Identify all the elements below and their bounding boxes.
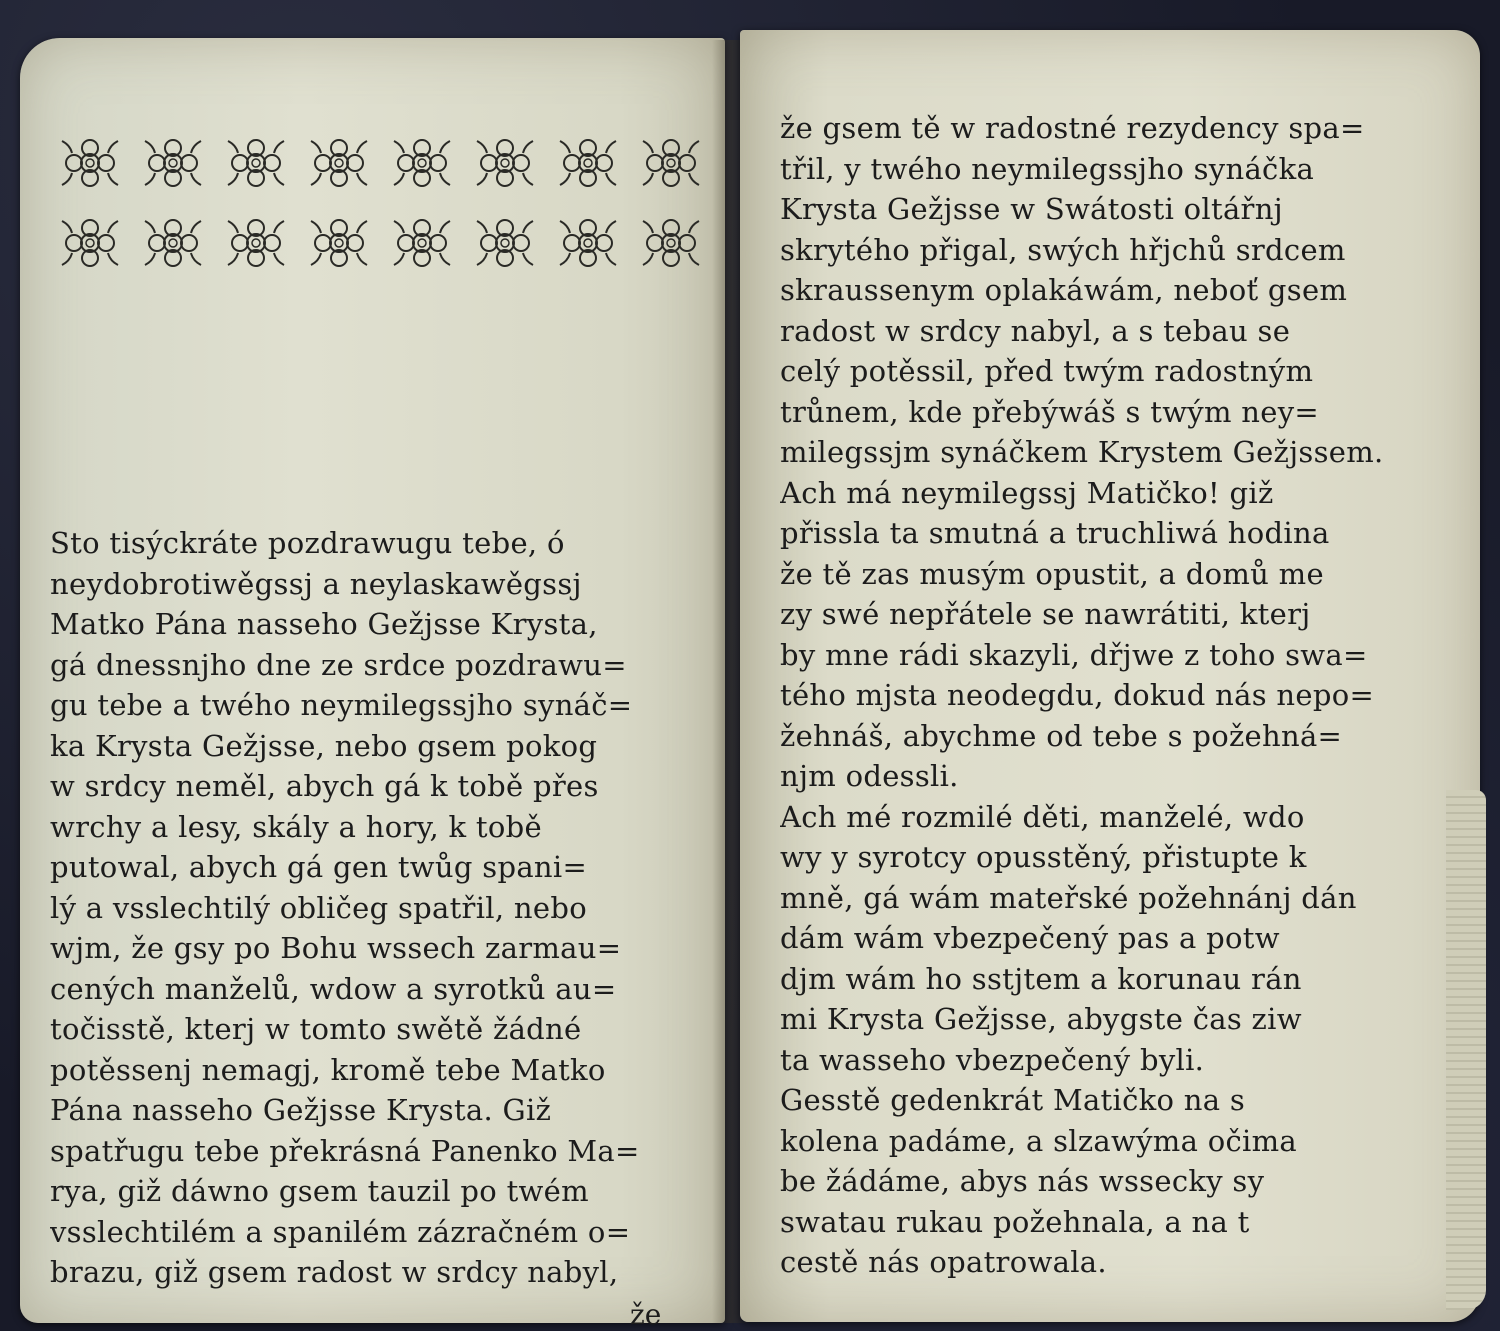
text-line: ta wasseho vbezpečený byli. [780,1042,1205,1077]
ornament-flower [62,140,118,186]
text-line: kolena padáme, a slzawýma očima [780,1123,1297,1158]
text-line: zy swé nepřátele se nawrátiti, kterj [780,597,1311,631]
catchword: že [630,1298,662,1331]
text-line: wjm, že gsy po Bohu wssech zarmau= [50,931,622,965]
left-page-text [50,523,710,1293]
text-line: Ach má neymilegssj Matičko! giž [780,475,1274,510]
text-line: tého mjsta neodegdu, dokud nás nepo= [780,678,1375,712]
text-line: žehnáš, abychme od tebe s požehná= [780,718,1343,753]
text-line: spatřugu tebe překrásná Panenko Ma= [50,1133,640,1168]
text-line: skrytého přigal, swých hřjchů srdcem [780,232,1346,267]
text-line: dám wám vbezpečený pas a potw [780,921,1280,955]
text-line: Gesstě gedenkrát Matičko na s [780,1083,1246,1117]
ornament-flower [62,220,118,266]
text-line: njm odessli. [780,759,959,793]
text-line: mně, gá wám mateřské požehnánj dán [780,880,1357,915]
ornament-flower [560,220,616,266]
text-line: Krysta Gežjsse w Swátosti oltářnj [780,192,1283,226]
text-line: rya, giž dáwno gsem tauzil po twém [50,1174,589,1208]
text-line: by mne rádi skazyli, dřjwe z toho swa= [780,637,1368,672]
ornament-flower [643,220,699,266]
text-line: gu tebe a twého neymilegssjho synáč= [50,688,633,722]
text-line: vsslechtilém a spanilém zázračném o= [50,1214,631,1249]
text-line: wrchy a lesy, skály a hory, k tobě [50,809,542,844]
text-line: putowal, abych gá gen twůg spani= [50,850,588,884]
text-line: lý a vsslechtilý obličeg spatřil, nebo [50,890,587,925]
text-line: brazu, giž gsem radost w srdcy nabyl, [50,1255,619,1289]
text-line: skraussenym oplakáwám, neboť gsem [780,273,1348,307]
ornament-flower [228,220,284,266]
right-page [740,30,1480,1322]
text-line: Matko Pána nasseho Gežjsse Krysta, [50,607,598,641]
text-line: potěssenj nemagj, kromě tebe Matko [50,1052,606,1087]
text-line: Ach mé rozmilé děti, manželé, wdo [780,799,1305,834]
text-line: radost w srdcy nabyl, a s tebau se [780,313,1291,348]
text-line: mi Krysta Gežjsse, abygste čas ziw [780,1002,1302,1036]
ornament-flower [394,140,450,186]
right-page-text [780,108,1470,1283]
frayed-page-edge [1446,790,1486,1310]
text-line: točisstě, kterj w tomto swětě žádné [50,1012,582,1046]
ornament-flower [228,140,284,186]
text-line: swatau rukau požehnala, a na t [780,1204,1250,1239]
text-line: Pána nasseho Gežjsse Krysta. Giž [50,1093,552,1127]
ornament-flower [394,220,450,266]
ornament-flower [145,140,201,186]
text-line: že gsem tě w radostné rezydency spa= [780,111,1365,145]
text-line: w srdcy neměl, abych gá k tobě přes [50,769,599,803]
text-line: be žádáme, abys nás wssecky sy [780,1164,1265,1198]
ornament-flower [477,220,533,266]
text-line: trůnem, kde přebýwáš s twým ney= [780,394,1320,429]
ornament-flower [145,220,201,266]
text-line: wy y syrotcy opusstěný, přistupte k [780,840,1307,874]
text-line: třil, y twého neymilegssjho synáčka [780,151,1315,186]
floral-ornament-band [50,118,710,288]
text-line: Sto tisýckráte pozdrawugu tebe, ó [50,526,565,560]
ornament-flower [477,140,533,186]
ornament-flower [643,140,699,186]
text-line: gá dnessnjho dne ze srdce pozdrawu= [50,647,627,682]
text-line: přissla ta smutná a truchliwá hodina [780,516,1330,550]
text-line: že tě zas musým opustit, a domů me [780,556,1324,591]
ornament-flower [560,140,616,186]
text-line: celý potěssil, před twým radostným [780,354,1314,388]
text-line: cených manželů, wdow a syrotků au= [50,971,617,1006]
text-line: milegssjm synáčkem Krystem Gežjssem. [780,435,1384,469]
text-line: djm wám ho sstjtem a korunau rán [780,961,1302,996]
text-line: neydobrotiwěgssj a neylaskawěgssj [50,566,582,601]
ornament-flower [311,140,367,186]
left-page [20,38,725,1331]
ornament-flower [311,220,367,266]
text-line: cestě nás opatrowala. [780,1245,1107,1279]
text-line: ka Krysta Gežjsse, nebo gsem pokog [50,728,598,763]
